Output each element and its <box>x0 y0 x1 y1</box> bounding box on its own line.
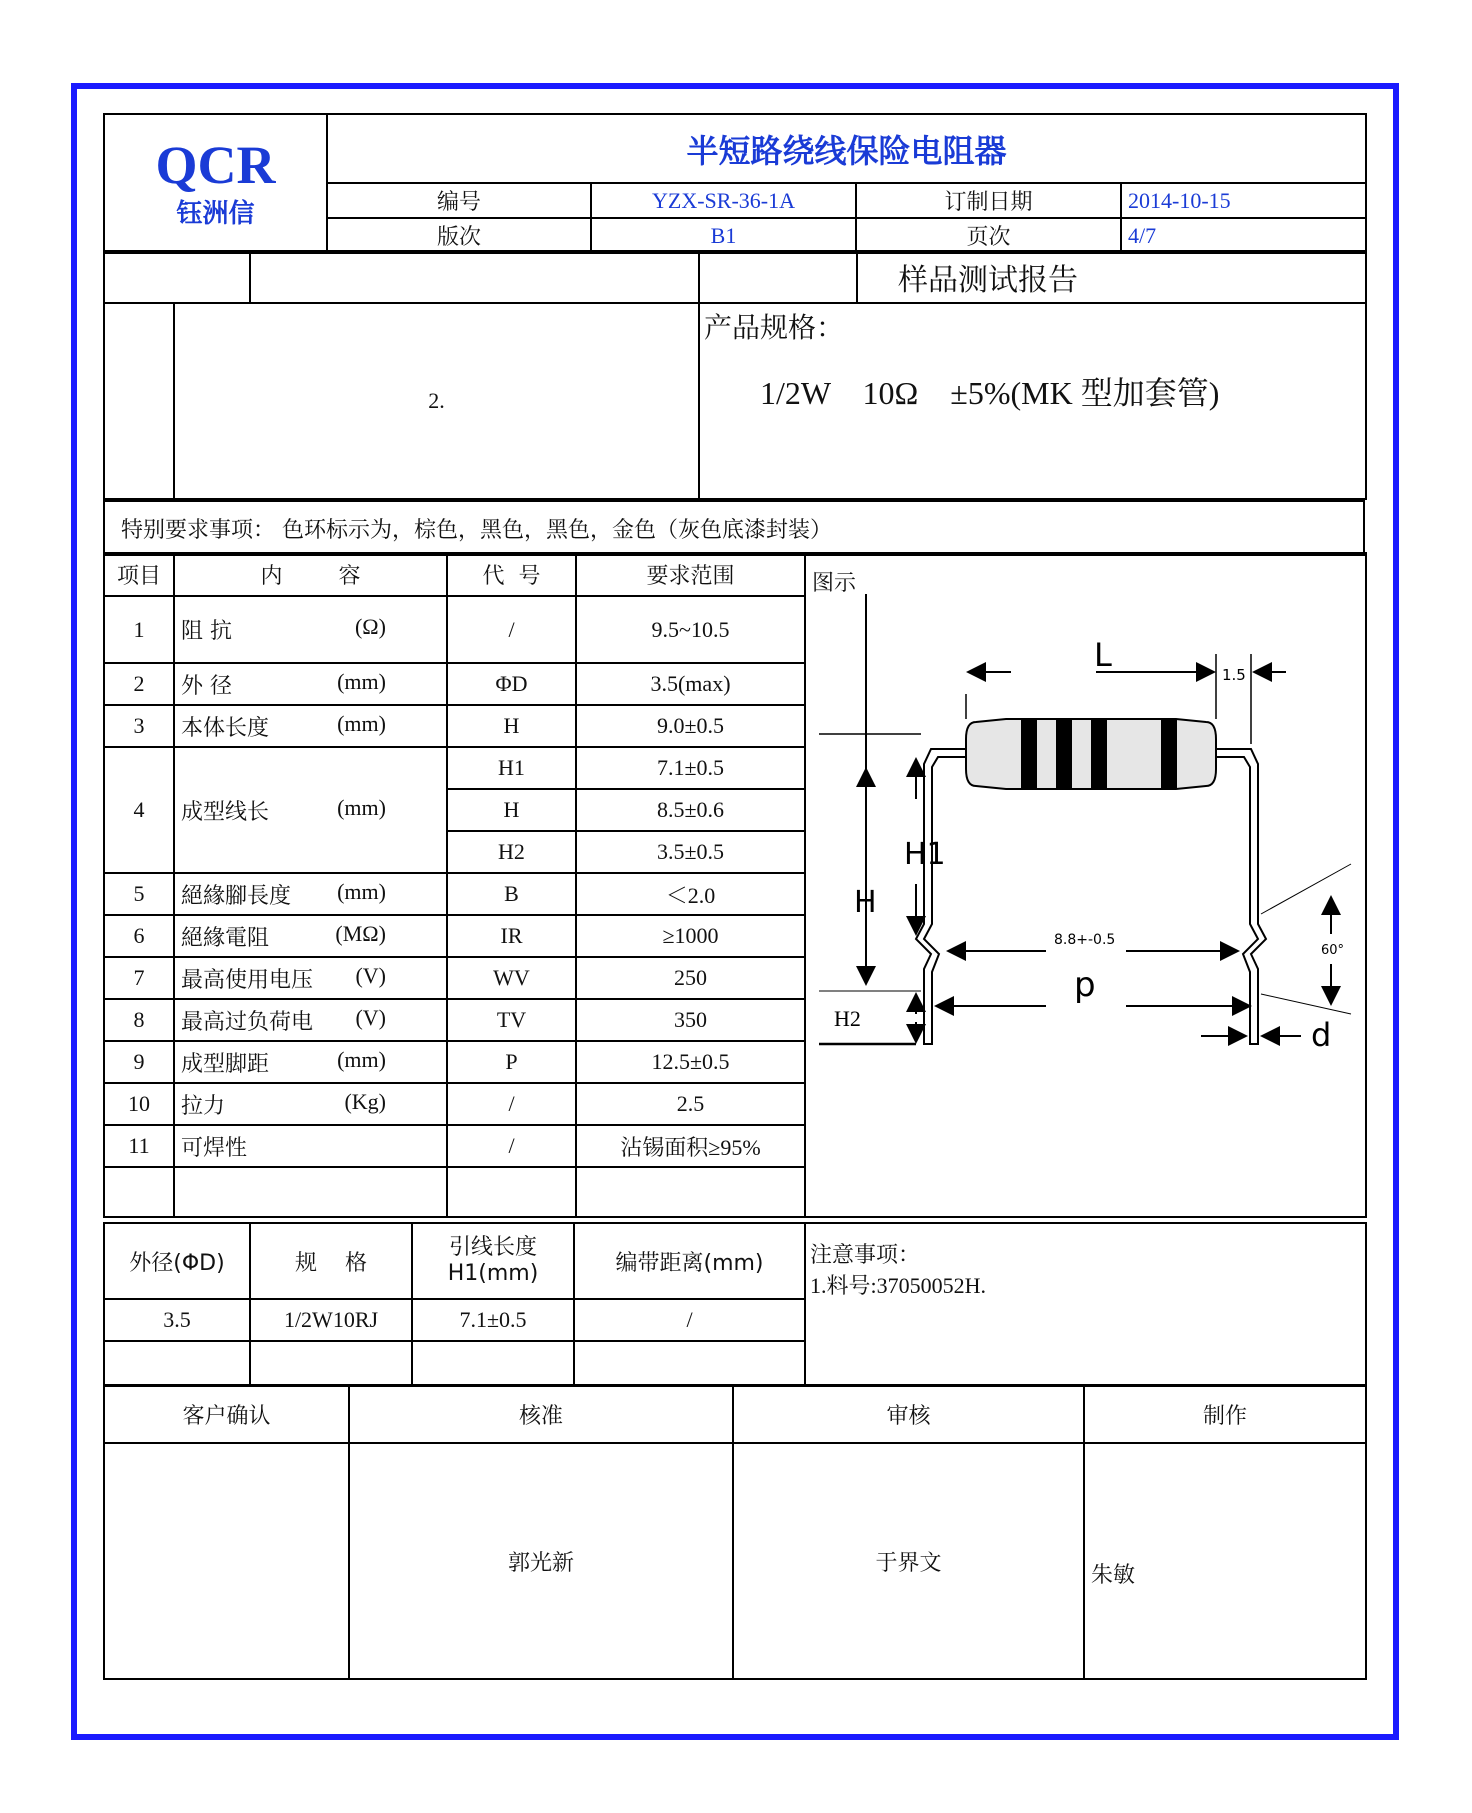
spec-label: 产品规格： <box>704 311 845 344</box>
make-name: 朱敏 <box>1084 1443 1366 1679</box>
od-value: 3.5 <box>104 1299 250 1341</box>
row-range: 沾锡面积≥95% <box>576 1125 805 1167</box>
logo-text: QCR <box>155 135 276 195</box>
review-name: 于界文 <box>733 1443 1084 1679</box>
dim-H2: H2 <box>834 1006 861 1031</box>
review-label: 审核 <box>733 1386 1084 1443</box>
blank-cell <box>574 1341 805 1385</box>
col-header-content: 内 容 <box>174 553 447 596</box>
row-code: ΦD <box>447 663 576 705</box>
right-lead <box>1216 749 1266 1044</box>
signature-table <box>103 1385 1367 1680</box>
row-range: 12.5±0.5 <box>576 1041 805 1083</box>
row-code: / <box>447 1125 576 1167</box>
blank-cell <box>250 251 699 303</box>
row-range: 9.0±0.5 <box>576 705 805 747</box>
approve-label: 核准 <box>349 1386 733 1443</box>
dim-angle: 60° <box>1321 943 1345 958</box>
row-code: TV <box>447 999 576 1041</box>
row-name: 外 径 (mm) <box>174 663 447 705</box>
row-no: 1 <box>104 596 174 663</box>
code-label: 编号 <box>327 183 591 218</box>
row-name: 本体长度 (mm) <box>174 705 447 747</box>
col-header-code: 代 号 <box>447 553 576 596</box>
notes-line: 1.料号:37050052H. <box>810 1273 987 1298</box>
row-no: 6 <box>104 915 174 957</box>
row-name: 可焊性 <box>174 1125 447 1167</box>
blank-cell <box>104 251 250 303</box>
page-label: 页次 <box>856 218 1121 253</box>
col-header-item: 项目 <box>104 553 174 596</box>
row-no: 7 <box>104 957 174 999</box>
version-label: 版次 <box>327 218 591 253</box>
color-band <box>1091 720 1107 788</box>
row-no: 10 <box>104 1083 174 1125</box>
spec-table <box>103 552 1367 1218</box>
dim-L: L <box>1094 636 1112 674</box>
approve-name: 郭光新 <box>349 1443 733 1679</box>
blank-cell <box>174 1167 447 1217</box>
row-range: 350 <box>576 999 805 1041</box>
customer-signature <box>104 1443 349 1679</box>
logo-subtext: 钰洲信 <box>176 199 255 229</box>
report-title: 样品测试报告 <box>857 251 1366 303</box>
row-code: / <box>447 1083 576 1125</box>
row-code: WV <box>447 957 576 999</box>
row-no: 2 <box>104 663 174 705</box>
dim-p: p <box>1074 965 1096 1005</box>
row-name: 最高使用电压 (V) <box>174 957 447 999</box>
row-code: H <box>447 789 576 831</box>
tape-header: 编带距离(mm) <box>574 1223 805 1299</box>
row-range: 3.5±0.5 <box>576 831 805 873</box>
blank-cell <box>104 303 174 499</box>
logo <box>104 114 327 253</box>
notice-table <box>103 500 1365 556</box>
blank-cell <box>447 1167 576 1217</box>
code-value: YZX-SR-36-1A <box>591 183 856 218</box>
make-label: 制作 <box>1084 1386 1366 1443</box>
notes-title: 注意事项： <box>810 1243 921 1268</box>
version-value: B1 <box>591 218 856 253</box>
row-name: 最高过负荷电 (V) <box>174 999 447 1041</box>
row-name: 阻 抗 (Ω) <box>174 596 447 663</box>
row-code: H1 <box>447 747 576 789</box>
row-name: 成型脚距 (mm) <box>174 1041 447 1083</box>
blank-cell <box>412 1341 574 1385</box>
resistor-diagram <box>806 594 1367 1134</box>
row-no: 5 <box>104 873 174 915</box>
row-range: 7.1±0.5 <box>576 747 805 789</box>
spec-header: 规 格 <box>250 1223 412 1299</box>
special-requirement: 特别要求事项： 色环标示为，棕色，黑色，黑色，金色（灰色底漆封装） <box>104 501 1364 555</box>
header-table <box>103 113 1367 254</box>
dim-H: H <box>854 885 877 920</box>
lead-header: 引线长度 H1(mm) <box>412 1223 574 1299</box>
row-no: 9 <box>104 1041 174 1083</box>
row-name: 成型线长 (mm) <box>174 747 447 873</box>
dim-d: d <box>1311 1016 1332 1054</box>
row-range: 3.5(max) <box>576 663 805 705</box>
row-code: H <box>447 705 576 747</box>
row-name: 拉力 (Kg) <box>174 1083 447 1125</box>
spec-value: 1/2W10RJ <box>250 1299 412 1341</box>
figure-cell <box>805 553 1366 1217</box>
row-name: 絕緣腳長度 (mm) <box>174 873 447 915</box>
row-no: 11 <box>104 1125 174 1167</box>
tape-value: / <box>574 1299 805 1341</box>
row-no: 8 <box>104 999 174 1041</box>
lead-value: 7.1±0.5 <box>412 1299 574 1341</box>
figure-label: 图示 <box>812 571 857 596</box>
item-number: 2. <box>174 303 699 499</box>
blank-cell <box>250 1341 412 1385</box>
notes-cell <box>805 1223 1366 1385</box>
blank-cell <box>576 1167 805 1217</box>
row-code: IR <box>447 915 576 957</box>
spec-cell <box>699 303 1366 499</box>
col-header-range: 要求范围 <box>576 553 805 596</box>
color-band <box>1056 720 1072 788</box>
row-code: P <box>447 1041 576 1083</box>
row-range: 9.5~10.5 <box>576 596 805 663</box>
date-value: 2014-10-15 <box>1121 183 1366 218</box>
report-table <box>103 250 1367 500</box>
color-band <box>1161 720 1177 788</box>
customer-confirm-label: 客户确认 <box>104 1386 349 1443</box>
dim-1-5: 1.5 <box>1222 666 1246 684</box>
blank-cell <box>104 1167 174 1217</box>
date-label: 订制日期 <box>856 183 1121 218</box>
page-value: 4/7 <box>1121 218 1366 253</box>
row-range: ＜2.0 <box>576 873 805 915</box>
row-range: ≥1000 <box>576 915 805 957</box>
blank-cell <box>699 251 857 303</box>
dim-pitch: 8.8+-0.5 <box>1054 932 1116 948</box>
od-header: 外径(ΦD) <box>104 1223 250 1299</box>
row-code: / <box>447 596 576 663</box>
row-range: 250 <box>576 957 805 999</box>
row-code: B <box>447 873 576 915</box>
blank-cell <box>104 1341 250 1385</box>
row-range: 8.5±0.6 <box>576 789 805 831</box>
row-name: 絕緣電阻 (MΩ) <box>174 915 447 957</box>
document-title: 半短路绕线保险电阻器 <box>327 114 1366 183</box>
left-lead <box>916 749 966 1044</box>
color-band <box>1021 720 1037 788</box>
row-no: 3 <box>104 705 174 747</box>
row-code: H2 <box>447 831 576 873</box>
dim-H1: H1 <box>904 837 946 872</box>
lead-table <box>103 1222 1367 1386</box>
row-no: 4 <box>104 747 174 873</box>
spec-value: 1/2W 10Ω ±5%(MK 型加套管) <box>760 375 1220 411</box>
row-range: 2.5 <box>576 1083 805 1125</box>
